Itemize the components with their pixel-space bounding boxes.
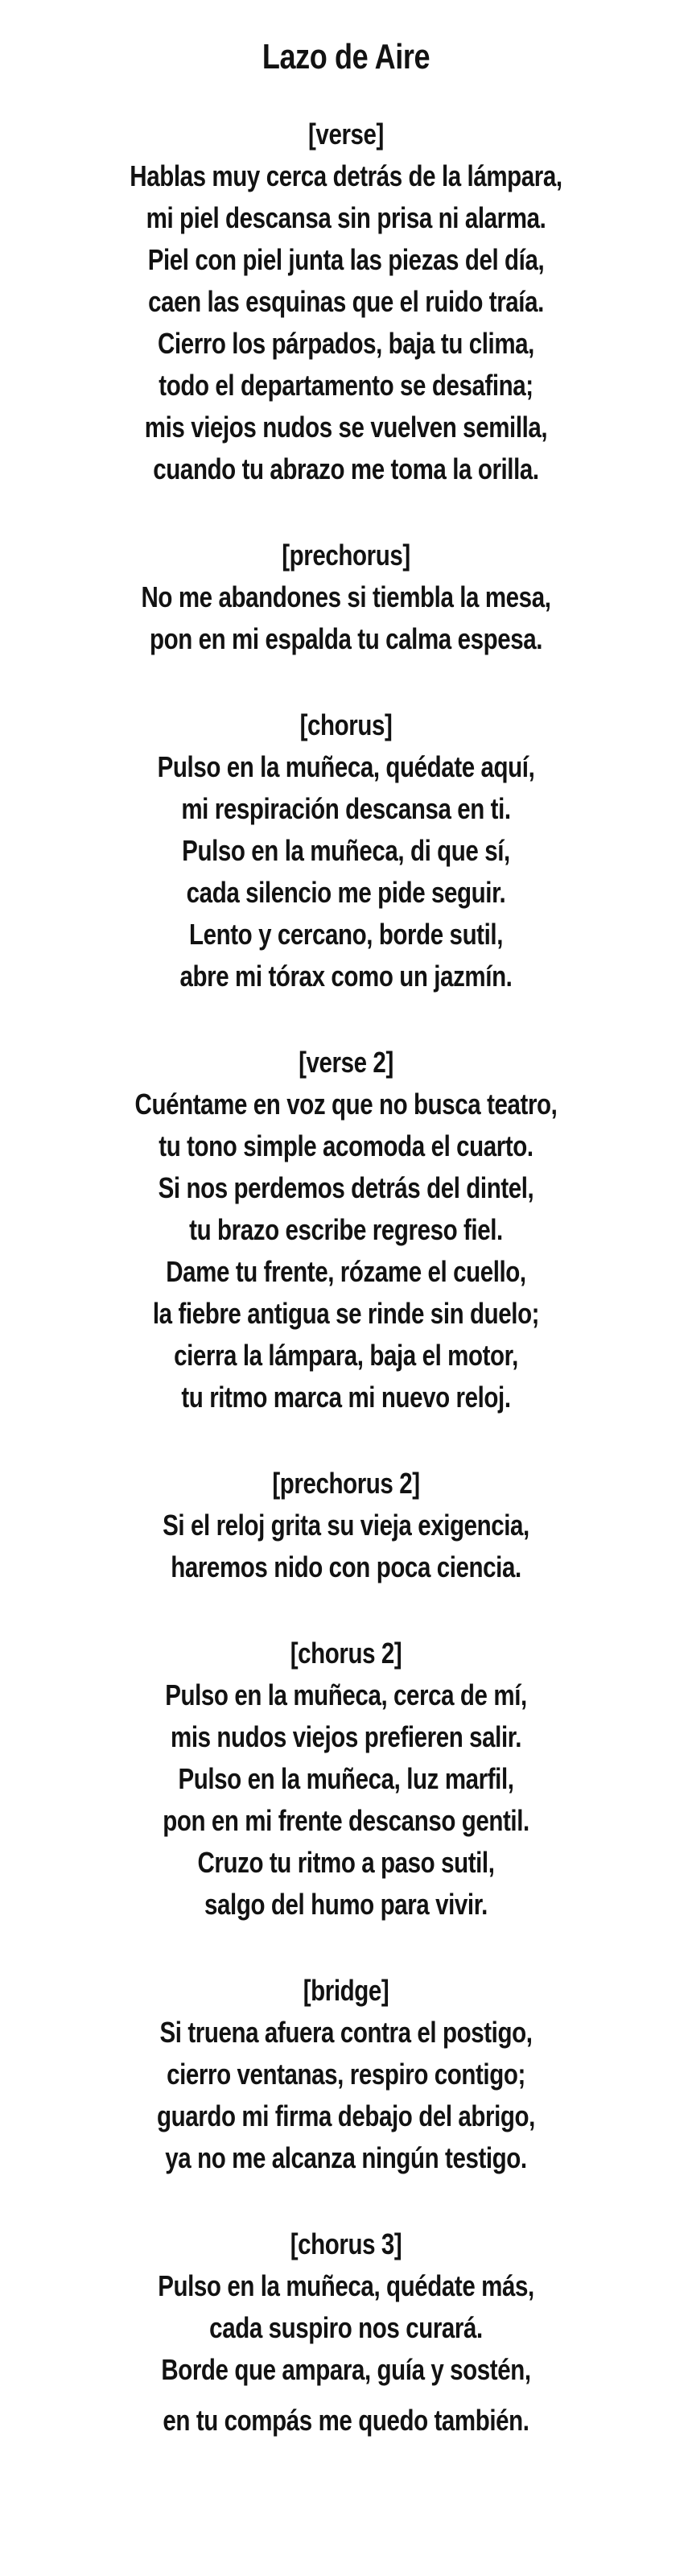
lyrics-section (62, 1463, 629, 1588)
section-label: [chorus 3] (290, 2227, 402, 2260)
lyric-line: Si el reloj grita su vieja exigencia, (163, 1509, 529, 1542)
lyric-line: Si nos perdemos detrás del dintel, (158, 1171, 534, 1204)
lyric-line: Dame tu frente, rózame el cuello, (166, 1255, 526, 1288)
section-label: [chorus 2] (290, 1637, 402, 1670)
lyric-line: Si truena afuera contra el postigo, (159, 2016, 533, 2049)
lyric-line: Hablas muy cerca detrás de la lámpara, (130, 159, 562, 192)
song-title: Lazo de Aire (262, 37, 430, 76)
lyric-line: Borde que ampara, guía y sostén, (161, 2353, 531, 2386)
lyric-line: salgo del humo para vivir. (204, 1888, 488, 1921)
lyric-line: Pulso en la muñeca, di que sí, (182, 834, 510, 867)
lyrics-section (62, 114, 629, 490)
lyric-line: tu ritmo marca mi nuevo reloj. (181, 1381, 511, 1414)
lyric-line: pon en mi frente descanso gentil. (163, 1804, 529, 1837)
lyric-line: todo el departamento se desafina; (159, 369, 533, 402)
lyric-line: Cruzo tu ritmo a paso sutil, (197, 1846, 495, 1879)
lyrics-section (62, 535, 629, 660)
lyric-line: mis nudos viejos prefieren salir. (170, 1720, 522, 1753)
lyric-line: haremos nido con poca ciencia. (171, 1550, 521, 1583)
lyric-line: la fiebre antigua se rinde sin duelo; (152, 1297, 540, 1330)
lyric-line: cierro ventanas, respiro contigo; (167, 2058, 525, 2091)
lyric-line: Lento y cercano, borde sutil, (188, 918, 503, 951)
lyric-line: tu tono simple acomoda el cuarto. (159, 1129, 533, 1162)
lyric-line: cierra la lámpara, baja el motor, (174, 1339, 518, 1372)
lyric-line: mi piel descansa sin prisa ni alarma. (146, 201, 546, 234)
lyric-line: mis viejos nudos se vuelven semilla, (144, 411, 548, 444)
lyric-line: pon en mi espalda tu calma espesa. (149, 622, 543, 655)
lyric-line: cada silencio me pide seguir. (186, 876, 506, 909)
lyric-line: Pulso en la muñeca, luz marfil, (178, 1762, 514, 1795)
lyric-line: Cierro los párpados, baja tu clima, (158, 327, 534, 360)
lyric-line: ya no me alcanza ningún testigo. (165, 2141, 527, 2174)
lyric-line: caen las esquinas que el ruido traía. (148, 285, 544, 318)
lyric-line: mi respiración descansa en ti. (181, 792, 511, 825)
lyric-line: abre mi tórax como un jazmín. (179, 960, 513, 993)
lyrics-section (62, 704, 629, 997)
lyric-line: Pulso en la muñeca, cerca de mí, (165, 1678, 527, 1711)
lyric-line: Cuéntame en voz que no busca teatro, (134, 1088, 558, 1121)
lyric-line: tu brazo escribe regreso fiel. (189, 1213, 503, 1246)
lyric-line: guardo mi firma debajo del abrigo, (157, 2099, 535, 2132)
lyrics-section (62, 1042, 629, 1418)
section-label: [prechorus] (282, 539, 410, 572)
section-label: [chorus] (299, 708, 393, 741)
lyric-line: Piel con piel junta las piezas del día, (147, 243, 545, 276)
lyrics-sections (62, 114, 629, 2442)
lyrics-content (62, 37, 629, 2442)
lyric-line: cada suspiro nos curará. (209, 2311, 483, 2344)
lyrics-section (62, 2223, 629, 2442)
lyric-line: Pulso en la muñeca, quédate aquí, (157, 750, 535, 783)
lyric-line: en tu compás me quedo también. (163, 2404, 529, 2437)
lyrics-section (62, 1633, 629, 1926)
lyric-line: cuando tu abrazo me toma la orilla. (153, 452, 539, 485)
lyric-line: No me abandones si tiembla la mesa, (141, 580, 551, 613)
section-label: [bridge] (303, 1974, 389, 2007)
lyric-line: Pulso en la muñeca, quédate más, (158, 2269, 534, 2302)
section-label: [prechorus 2] (272, 1467, 420, 1500)
lyrics-section (62, 1970, 629, 2179)
section-label: [verse] (308, 118, 384, 151)
section-label: [verse 2] (299, 1046, 393, 1079)
